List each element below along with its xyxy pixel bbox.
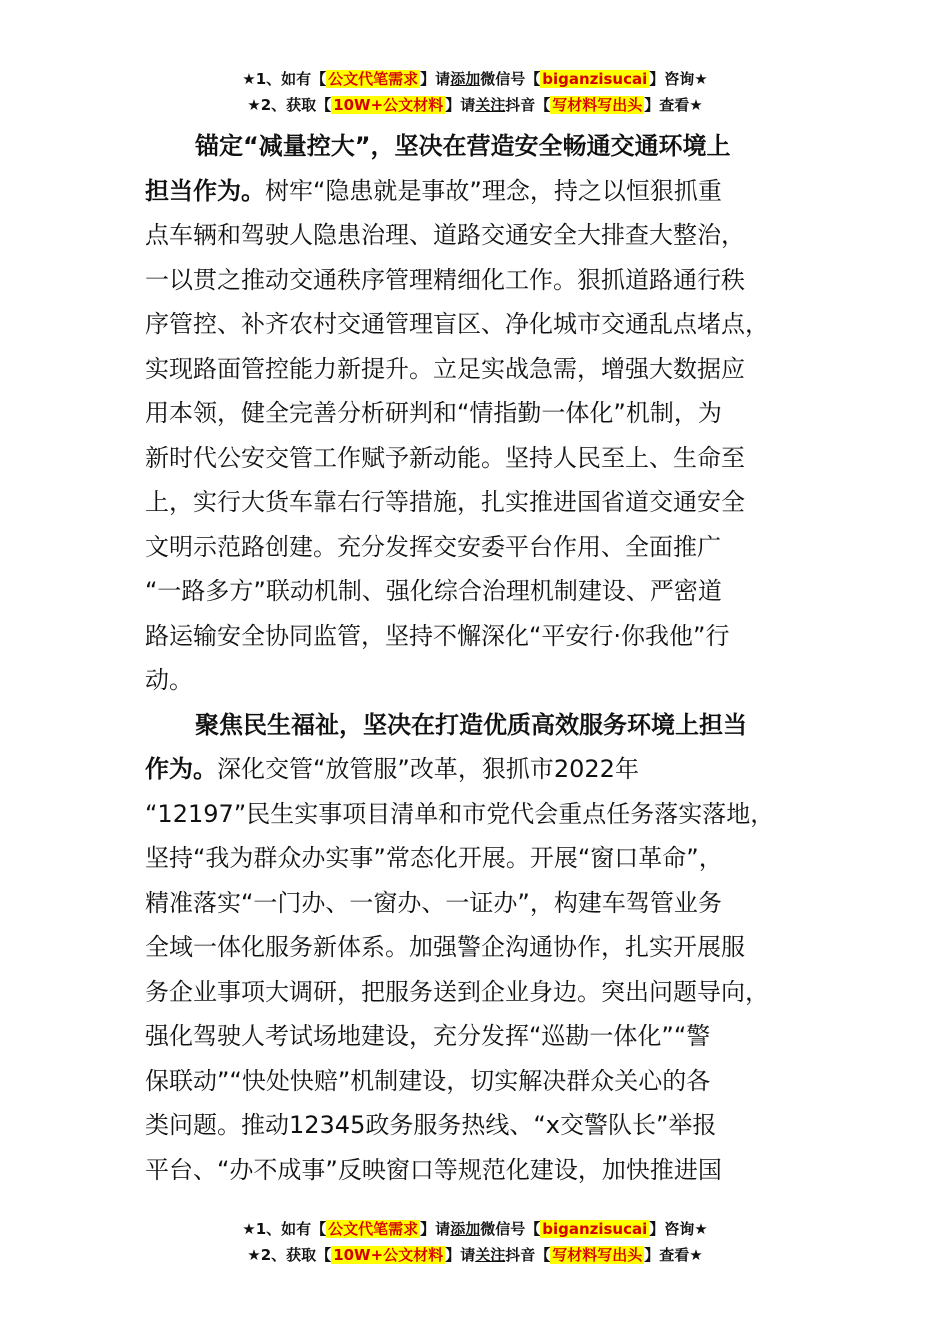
banner-text: ★2、获取【 (247, 96, 332, 114)
paragraph-1-line: 一以贯之推动交通秩序管理精细化工作。狠抓道路通行秩 (145, 265, 745, 294)
banner-text: 微信号【 (480, 1220, 541, 1238)
banner-text: 抖音【 (505, 96, 551, 114)
banner-text: 】请 (420, 1220, 451, 1238)
highlight-materials: 10W+公文材料 (333, 1246, 444, 1264)
banner-text: 】请 (445, 1246, 476, 1264)
paragraph-2-line: 全域一体化服务新体系。加强警企沟通协作，扎实开展服 (145, 933, 745, 961)
paragraph-1 (145, 124, 825, 703)
underlined-text: 关注 (475, 96, 506, 114)
paragraph-2-heading-end: 作为。 (145, 755, 217, 783)
banner-text: ★2、获取【 (247, 1246, 332, 1264)
paragraph-1-line: 动。 (145, 666, 193, 694)
document-body (145, 124, 825, 1192)
banner-text: 】咨询★ (649, 1220, 708, 1238)
underlined-text: 添加 (450, 70, 481, 88)
highlight-materials: 10W+公文材料 (333, 96, 444, 114)
paragraph-1-text: 树牢“隐患就是事故”理念，持之以恒狠抓重 (265, 176, 722, 205)
paragraph-1-line (145, 169, 825, 214)
paragraph-1-line: 序管控、补齐农村交通管理盲区、净化城市交通乱点堵点， (145, 310, 769, 338)
banner-text: 抖音【 (505, 1246, 551, 1264)
banner-text: ★1、如有【 (242, 70, 327, 88)
paragraph-1-line: 新时代公安交管工作赋予新动能。坚持人民至上、生命至 (145, 443, 745, 472)
highlight-douyin-account: 写材料写出头 (552, 96, 643, 114)
paragraph-2-heading-line: 聚焦民生福祉，坚决在打造优质高效服务环境上担当 (195, 710, 747, 739)
paragraph-1-line: 用本领，健全完善分析研判和“情指勤一体化”机制，为 (145, 399, 722, 427)
underlined-text: 添加 (450, 1220, 481, 1238)
paragraph-2-line: 坚持“我为群众办实事”常态化开展。开展“窗口革命”， (145, 844, 723, 872)
banner-text: 】查看★ (644, 1246, 703, 1264)
paragraph-2-text: 深化交管“放管服”改革，狠抓市2022年 (217, 755, 639, 783)
paragraph-1-line: “一路多方”联动机制、强化综合治理机制建设、严密道 (145, 577, 722, 605)
paragraph-1-line: 上，实行大货车靠右行等措施，扎实推进国省道交通安全 (145, 488, 745, 516)
header-banner-line-2 (0, 92, 950, 118)
header-banner (0, 66, 950, 118)
paragraph-1-line: 实现路面管控能力新提升。立足实战急需，增强大数据应 (145, 354, 745, 383)
paragraph-2-line: 强化驾驶人考试场地建设，充分发挥“巡勘一体化”“警 (145, 1022, 711, 1050)
footer-banner (0, 1216, 950, 1268)
banner-text: 】咨询★ (649, 70, 708, 88)
paragraph-2-line: “12197”民生实事项目清单和市党代会重点任务落实落地， (145, 799, 775, 828)
paragraph-2-line: 务企业事项大调研，把服务送到企业身边。突出问题导向， (145, 977, 769, 1006)
header-banner-line-1 (0, 66, 950, 92)
paragraph-1-heading-end: 担当作为。 (145, 176, 265, 205)
paragraph-2-line: 类问题。推动12345政务服务热线、“x交警队长”举报 (145, 1111, 717, 1139)
footer-banner-line-1 (0, 1216, 950, 1242)
highlight-wechat-id: biganzisucai (542, 70, 648, 88)
banner-text: 】请 (420, 70, 451, 88)
banner-text: 】查看★ (644, 96, 703, 114)
paragraph-1-line: 点车辆和驾驶人隐患治理、道路交通安全大排查大整治， (145, 221, 745, 249)
highlight-service: 公文代笔需求 (328, 70, 419, 88)
underlined-text: 关注 (475, 1246, 506, 1264)
paragraph-1-line: 路运输安全协同监管，坚持不懈深化“平安行·你我他”行 (145, 621, 730, 650)
footer-banner-line-2 (0, 1242, 950, 1268)
banner-text: ★1、如有【 (242, 1220, 327, 1238)
paragraph-2-line: 精准落实“一门办、一窗办、一证办”，构建车驾管业务 (145, 888, 722, 917)
highlight-douyin-account: 写材料写出头 (552, 1246, 643, 1264)
paragraph-1-heading-line: 锚定“减量控大”，坚决在营造安全畅通交通环境上 (195, 132, 731, 160)
highlight-wechat-id: biganzisucai (542, 1220, 648, 1238)
highlight-service: 公文代笔需求 (328, 1220, 419, 1238)
banner-text: 微信号【 (480, 70, 541, 88)
paragraph-2 (145, 703, 825, 1193)
paragraph-2-line: 平台、“办不成事”反映窗口等规范化建设，加快推进国 (145, 1155, 722, 1184)
paragraph-1-line: 文明示范路创建。充分发挥交安委平台作用、全面推广 (145, 532, 721, 561)
paragraph-2-line (145, 747, 825, 792)
paragraph-2-line: 保联动”“快处快赔”机制建设，切实解决群众关心的各 (145, 1066, 711, 1095)
banner-text: 】请 (445, 96, 476, 114)
